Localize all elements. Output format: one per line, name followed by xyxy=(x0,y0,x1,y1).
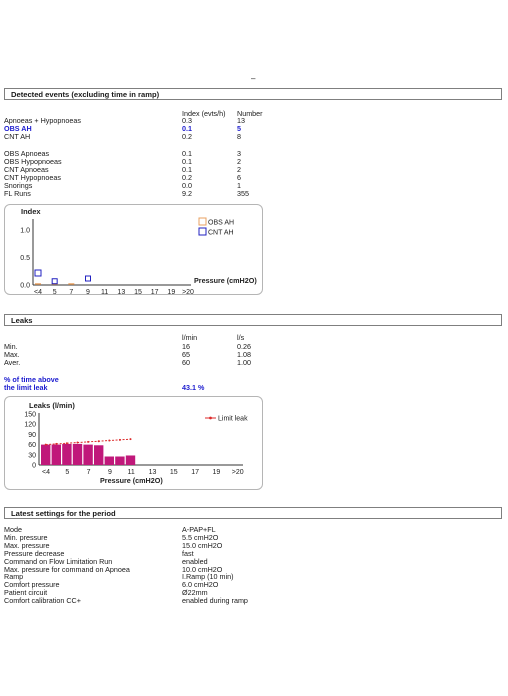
setting-value: 10.0 cmH2O xyxy=(182,564,223,574)
y-tick-label: 150 xyxy=(24,411,36,419)
x-tick-label: 19 xyxy=(167,289,176,296)
legend-obs-swatch xyxy=(199,218,206,225)
detected-row-label: Apnoeas + Hypopnoeas xyxy=(4,116,81,125)
detected-row-number: 1 xyxy=(237,181,241,190)
setting-value: I.Ramp (10 min) xyxy=(182,572,234,582)
setting-label: Ramp xyxy=(4,572,24,582)
leak-bar xyxy=(73,444,82,465)
detected-row-number: 13 xyxy=(237,116,245,125)
limit-leak-point xyxy=(119,439,121,441)
legend-cnt-swatch xyxy=(199,228,206,235)
leak-bar xyxy=(105,457,114,466)
x-tick-label: 19 xyxy=(212,469,221,476)
x-tick-label: 15 xyxy=(134,289,142,296)
pct-above-label-1: % of time above xyxy=(4,375,59,384)
legend-obs-label: OBS AH xyxy=(208,219,235,227)
leaks-row-lmin: 60 xyxy=(182,358,190,367)
detected-row-number: 2 xyxy=(237,165,241,174)
limit-leak-point xyxy=(108,440,110,442)
cnt-ah-point xyxy=(86,276,91,281)
limit-leak-point xyxy=(98,440,100,442)
leak-bar xyxy=(94,445,103,465)
detected-row-label: OBS Apnoeas xyxy=(4,149,50,158)
leak-bar xyxy=(115,457,124,466)
x-axis-label: Pressure (cmH2O) xyxy=(100,476,163,485)
leaks-header xyxy=(4,314,502,326)
detected-row-index: 9.2 xyxy=(182,189,192,198)
leak-bar xyxy=(41,445,50,465)
legend-limit-label: Limit leak xyxy=(218,415,248,423)
setting-value: enabled during ramp xyxy=(182,596,248,606)
detected-header-index: Index (evts/h) xyxy=(182,109,226,118)
x-tick-label: >20 xyxy=(231,469,244,476)
x-tick-label: 9 xyxy=(107,469,112,476)
x-tick-label: 17 xyxy=(150,289,159,296)
setting-label: Command on Flow Limitation Run xyxy=(4,556,113,566)
detected-row-label: CNT Apnoeas xyxy=(4,165,49,174)
limit-leak-point xyxy=(45,444,47,446)
y-tick-label: 120 xyxy=(24,421,36,429)
detected-row-index: 0.3 xyxy=(182,116,192,125)
x-tick-label: 17 xyxy=(191,469,199,476)
setting-value: 6.0 cmH2O xyxy=(182,580,219,590)
x-tick-label: 9 xyxy=(86,289,90,296)
leaks-row-label: Min. xyxy=(4,342,18,351)
detected-row-index: 0.0 xyxy=(182,181,192,190)
leaks-chart xyxy=(5,397,264,491)
limit-leak-point xyxy=(66,442,68,444)
detected-row-label: Snorings xyxy=(4,181,33,190)
leaks-row-label: Aver. xyxy=(4,358,21,367)
leaks-row-label: Max. xyxy=(4,350,20,359)
pct-above-label-2: the limit leak xyxy=(4,383,48,392)
leaks-row-ls: 1.00 xyxy=(237,358,251,367)
setting-label: Max. pressure xyxy=(4,540,50,550)
leak-bar xyxy=(52,445,61,465)
y-tick-label: 0.0 xyxy=(20,282,30,290)
setting-label: Pressure decrease xyxy=(4,548,65,558)
setting-value: enabled xyxy=(182,556,208,566)
detected-row-label: OBS AH xyxy=(4,124,32,133)
x-axis-label: Pressure (cmH2O) xyxy=(194,276,257,285)
x-tick-label: <4 xyxy=(34,289,42,296)
x-tick-label: 7 xyxy=(86,469,91,476)
cnt-ah-point xyxy=(52,279,57,284)
leaks-chart-title: Leaks (l/min) xyxy=(29,401,75,410)
setting-label: Mode xyxy=(4,525,22,534)
x-tick-label: 13 xyxy=(148,469,157,476)
y-tick-label: 90 xyxy=(28,431,36,439)
x-tick-label: 5 xyxy=(52,289,57,296)
legend-cnt-label: CNT AH xyxy=(208,229,234,237)
detected-events-title: Detected events (excluding time in ramp) xyxy=(11,90,160,99)
x-tick-label: 15 xyxy=(169,469,178,476)
setting-label: Min. pressure xyxy=(4,532,48,542)
leak-bar xyxy=(126,455,135,465)
settings-title: Latest settings for the period xyxy=(11,509,116,518)
detected-row-index: 0.1 xyxy=(182,165,192,174)
x-tick-label: 11 xyxy=(101,289,109,296)
setting-label: Comfort pressure xyxy=(4,580,60,590)
leaks-row-ls: 1.08 xyxy=(237,350,251,359)
leak-bar xyxy=(83,445,92,465)
leaks-row-lmin: 65 xyxy=(182,350,190,359)
x-tick-label: <4 xyxy=(42,469,50,476)
limit-leak-point xyxy=(55,443,57,445)
leaks-header-lmin: l/min xyxy=(182,333,198,342)
y-tick-label: 0.5 xyxy=(20,255,30,262)
limit-leak-point xyxy=(87,441,89,443)
detected-row-index: 0.1 xyxy=(182,124,192,133)
detected-row-label: FL Runs xyxy=(4,189,31,198)
leaks-row-lmin: 16 xyxy=(182,342,190,351)
x-tick-label: 11 xyxy=(127,469,135,476)
detected-events-header xyxy=(4,88,502,100)
setting-label: Max. pressure for command on Apnoea xyxy=(4,564,130,574)
leak-bar xyxy=(62,444,71,465)
detected-row-index: 0.2 xyxy=(182,132,192,141)
limit-leak-point xyxy=(130,438,132,440)
setting-value: fast xyxy=(182,548,194,558)
page-mark: – xyxy=(251,74,256,83)
detected-row-number: 3 xyxy=(237,149,241,158)
index-chart xyxy=(5,205,264,296)
detected-row-number: 2 xyxy=(237,157,241,166)
leaks-header-ls: l/s xyxy=(237,333,245,342)
index-chart-title: Index xyxy=(21,207,41,216)
y-tick-label: 30 xyxy=(28,452,36,460)
setting-value: A-PAP+FL xyxy=(182,525,216,534)
pct-above-value: 43.1 % xyxy=(182,383,205,392)
leaks-chart-panel xyxy=(4,396,263,490)
detected-row-index: 0.1 xyxy=(182,157,192,166)
leaks-row-ls: 0.26 xyxy=(237,342,251,351)
x-tick-label: 13 xyxy=(117,289,126,296)
detected-header-number: Number xyxy=(237,109,263,118)
detected-row-number: 5 xyxy=(237,124,241,133)
index-chart-panel xyxy=(4,204,263,295)
x-tick-label: 5 xyxy=(65,469,70,476)
y-tick-label: 60 xyxy=(28,442,36,450)
setting-label: Patient circuit xyxy=(4,588,48,598)
x-tick-label: >20 xyxy=(182,289,194,296)
cnt-ah-point xyxy=(35,270,41,276)
detected-row-label: CNT Hypopnoeas xyxy=(4,173,61,182)
settings-header xyxy=(4,507,502,519)
leaks-title: Leaks xyxy=(11,316,33,325)
setting-value: Ø22mm xyxy=(182,588,208,598)
setting-value: 5.5 cmH2O xyxy=(182,532,219,542)
setting-label: Comfort calibration CC+ xyxy=(4,596,81,606)
setting-value: 15.0 cmH2O xyxy=(182,540,223,550)
legend-limit-dot xyxy=(209,417,212,420)
detected-row-index: 0.2 xyxy=(182,173,192,182)
limit-leak-point xyxy=(77,442,79,444)
y-tick-label: 0 xyxy=(32,462,36,470)
detected-row-number: 355 xyxy=(237,189,249,198)
detected-row-label: CNT AH xyxy=(4,132,31,141)
detected-row-label: OBS Hypopnoeas xyxy=(4,157,62,166)
detected-row-index: 0.1 xyxy=(182,149,192,158)
y-tick-label: 1.0 xyxy=(20,227,30,235)
detected-row-number: 6 xyxy=(237,173,241,182)
detected-row-number: 8 xyxy=(237,132,241,141)
x-tick-label: 7 xyxy=(69,289,74,296)
